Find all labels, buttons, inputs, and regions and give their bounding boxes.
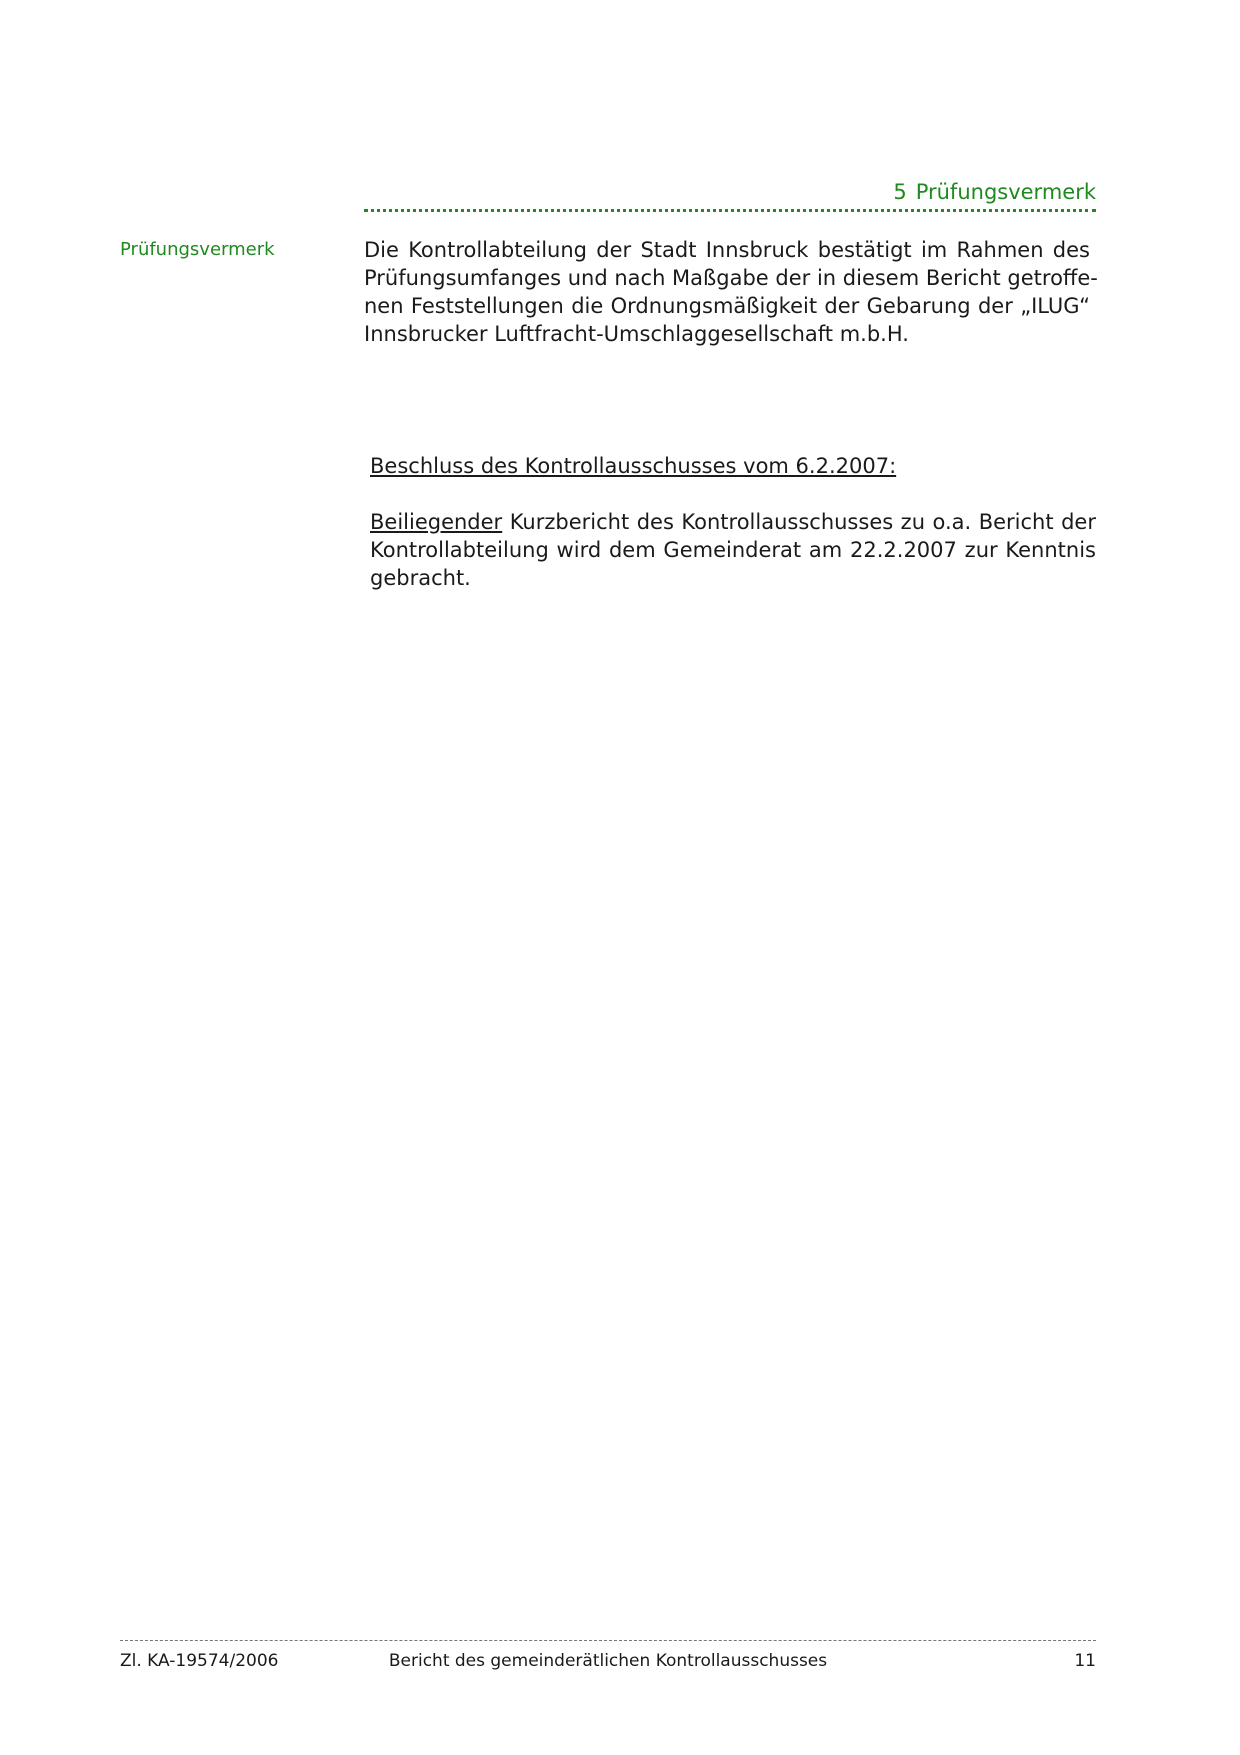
heading-dotted-rule [364,209,1096,212]
resolution-title: Beschluss des Kontrollausschusses vom 6.2.2007: [370,454,897,478]
resolution-line-rest: Kurzbericht des Kontrollausschusses zu o.a. Bericht der [502,510,1096,534]
main-paragraph-line: Prüfungsumfanges und nach Maßgabe der in diesem Bericht getroffe- [364,266,1098,290]
resolution-line: Kontrollabteilung wird dem Gemeinderat am 22.2.2007 zur Kenntnis [370,538,1096,562]
main-paragraph-line: Innsbrucker Luftfracht-Umschlaggesellschaft m.b.H. [364,322,909,346]
footer-dashed-rule [120,1640,1096,1641]
main-paragraph-line: nen Feststellungen die Ordnungsmäßigkeit der Gebarung der „ILUG“ [364,294,1090,318]
footer-reference: Zl. KA-19574/2006 [120,1651,279,1671]
main-paragraph-line: Die Kontrollabteilung der Stadt Innsbruck bestätigt im Rahmen des [364,238,1090,262]
margin-note: Prüfungsvermerk [120,239,275,260]
footer-page-number: 11 [1074,1651,1096,1671]
section-title: Prüfungsvermerk [915,180,1096,204]
resolution-first-word: Beiliegender [370,510,503,534]
resolution-line [370,508,1096,536]
section-heading [364,178,1096,206]
resolution-line: gebracht. [370,566,471,590]
main-paragraph [364,236,1098,348]
resolution-paragraph [370,508,1096,592]
footer-title: Bericht des gemeinderätlichen Kontrollausschusses [388,1651,828,1671]
section-number: 5 [893,180,907,204]
